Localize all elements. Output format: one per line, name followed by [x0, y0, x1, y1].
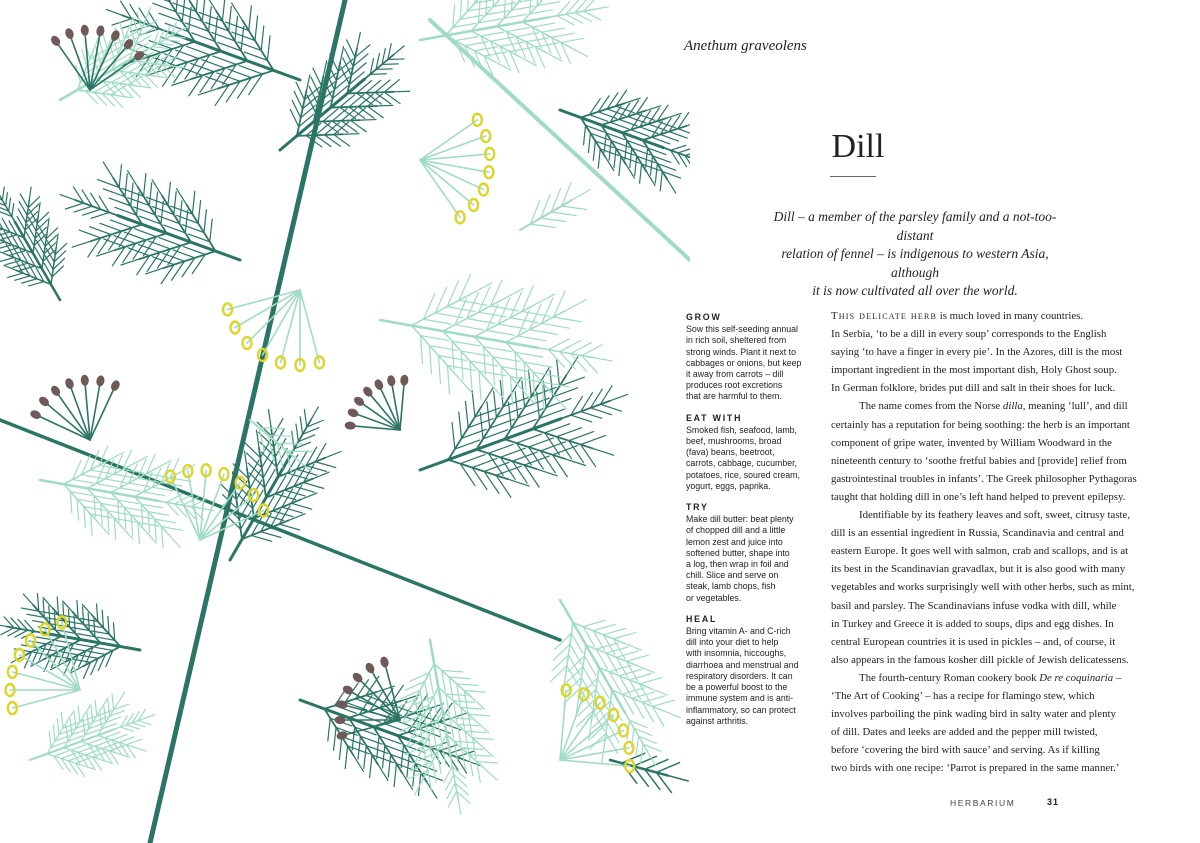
body-line: in Turkey and Greece it is added to soups, dips and egg dishes. In [831, 617, 1114, 630]
body-line-text: is much loved in many countries. [937, 310, 1084, 322]
body-line-text: , meaning ‘lull’, and dill [1022, 400, 1128, 413]
sidebar-line: Bring vitamin A- and C-rich [686, 626, 791, 637]
body-line: In German folklore, brides put dill and salt in their shoes for luck. [831, 382, 1116, 395]
sidebar-line: dill into your diet to help [686, 637, 779, 648]
italic-term: dilla [1002, 400, 1023, 413]
body-text [831, 307, 1161, 777]
body-line [831, 397, 1161, 415]
lead-in: This delicate herb [831, 310, 938, 322]
sidebar-line: lemon zest and juice into [686, 536, 783, 547]
intro-text [760, 208, 1070, 301]
sidebar-line: against arthritis. [686, 715, 749, 726]
title-divider [830, 176, 876, 177]
section-heading: TRY [686, 502, 709, 513]
sidebar-line: softened butter, shape into [686, 547, 790, 558]
section-heading: GROW [686, 312, 722, 322]
sidebar-line: cabbages or onions, but keep [686, 357, 802, 368]
body-line: Identifiable by its feathery leaves and soft, sweet, citrusy taste, [859, 509, 1131, 522]
section-heading: EAT WITH [686, 412, 743, 423]
body-line: two birds with one recipe: ‘Parrot is prepared in the same manner.’ [831, 762, 1120, 775]
sidebar-section-eat-with [686, 413, 806, 492]
body-line: saying ‘to have a finger in every pie’. In the Azores, dill is the most [831, 346, 1123, 359]
body-line: eastern Europe. It goes well with salmon, crab and scallops, and is at [831, 545, 1129, 558]
sidebar-line: respiratory disorders. It can [686, 670, 793, 681]
body-line: dill is an essential ingredient in Russia, Scandinavia and central and [831, 527, 1124, 540]
sidebar-line: strong winds. Plant it next to [686, 346, 797, 357]
italic-title: De re coquinaria [1039, 671, 1114, 684]
sidebar-section-heal [686, 614, 806, 727]
running-footer: HERBARIUM [950, 798, 1016, 808]
sidebar-line: diarrhoea and menstrual and [686, 659, 799, 670]
intro-line: it is now cultivated all over the world. [812, 283, 1018, 298]
body-line [831, 307, 1161, 325]
sidebar-line: in rich soil, sheltered from [686, 335, 787, 346]
sidebar-line: inflammatory, so can protect [686, 704, 796, 715]
sidebar-line: produces root excretions [686, 380, 783, 391]
sidebar-line: with insomnia, hiccoughs, [686, 648, 787, 659]
intro-line: Dill – a member of the parsley family and a not-too-distant [773, 209, 1057, 243]
body-line: component of gripe water, invented by William Woodward in the [831, 436, 1112, 449]
body-line: vegetables and works surprisingly well with other herbs, such as mint, [831, 581, 1135, 594]
body-line: nineteenth century to ‘soothe fretful babies and [provide] relief from [831, 454, 1127, 467]
body-line-text: The name comes from the Norse [859, 400, 1003, 413]
body-line: basil and parsley. The Scandinavians infuse vodka with dill, while [831, 599, 1117, 612]
body-line: involves parboiling the pink wading bird in salty water and plenty [831, 708, 1116, 721]
sidebar-section-grow [686, 312, 806, 403]
sidebar-line: (fava) beans, beetroot, [686, 447, 775, 458]
sidebar-line: immune system and is anti- [686, 693, 794, 704]
section-heading: HEAL [686, 613, 718, 624]
body-line-text: – [1113, 671, 1122, 684]
sidebar-line: Smoked fish, seafood, lamb, [686, 424, 797, 435]
body-line: central European countries it is used in pickles – and, of course, it [831, 635, 1116, 648]
body-line: certainly has a reputation for being soothing: the herb is an important [831, 418, 1130, 431]
sidebar-line: beef, mushrooms, broad [686, 436, 782, 447]
sidebar-line: of chopped dill and a little [686, 525, 786, 536]
sidebar-section-try [686, 502, 806, 604]
sidebar-line: be a powerful boost to the [686, 682, 788, 693]
body-line: also appears in the famous kosher dill pickle of Jewish delicatessens. [831, 653, 1129, 666]
body-line: before ‘covering the bird with sauce’ and serving. As if killing [831, 744, 1100, 757]
sidebar-line: potatoes, rice, soured cream, [686, 469, 800, 480]
sidebar-line: yogurt, eggs, paprika. [686, 480, 771, 491]
sidebar-line: carrots, cabbage, cucumber, [686, 458, 797, 469]
sidebar-line: Make dill butter: beat plenty [686, 514, 794, 525]
sidebar-line: or vegetables. [686, 592, 742, 603]
body-line: ‘The Art of Cooking’ – has a recipe for flamingo stew, which [831, 689, 1095, 702]
sidebar-line: it away from carrots – dill [686, 369, 784, 380]
body-line: In Serbia, ‘to be a dill in every soup’ corresponds to the English [831, 328, 1107, 341]
body-line: of dill. Dates and leeks are added and the pepper mill twisted, [831, 726, 1098, 739]
body-line: gastrointestinal troubles in infants’. The Greek philosopher Pythagoras [831, 472, 1137, 485]
sidebar-line: Sow this self-seeding annual [686, 324, 798, 335]
body-line-text: The fourth-century Roman cookery book [859, 671, 1040, 684]
sidebar-line: chill. Slice and serve on [686, 570, 779, 581]
sidebar [686, 312, 806, 737]
body-line: its best in the Scandinavian gravadlax, but it is also good with many [831, 563, 1126, 576]
page-number: 31 [1047, 797, 1060, 807]
sidebar-line: a log, then wrap in foil and [686, 559, 789, 570]
body-line: taught that holding dill in one’s left hand helped to prevent epilepsy. [831, 490, 1126, 503]
page-title: Dill [831, 128, 885, 165]
intro-line: relation of fennel – is indigenous to western Asia, although [781, 246, 1049, 280]
sidebar-line: steak, lamb chops, fish [686, 581, 776, 592]
latin-name: Anethum graveolens [684, 38, 807, 54]
body-line: important ingredient in the most important dish, Holy Ghost soup. [831, 364, 1117, 377]
body-line [831, 669, 1161, 687]
sidebar-line: that are harmful to them. [686, 391, 782, 402]
